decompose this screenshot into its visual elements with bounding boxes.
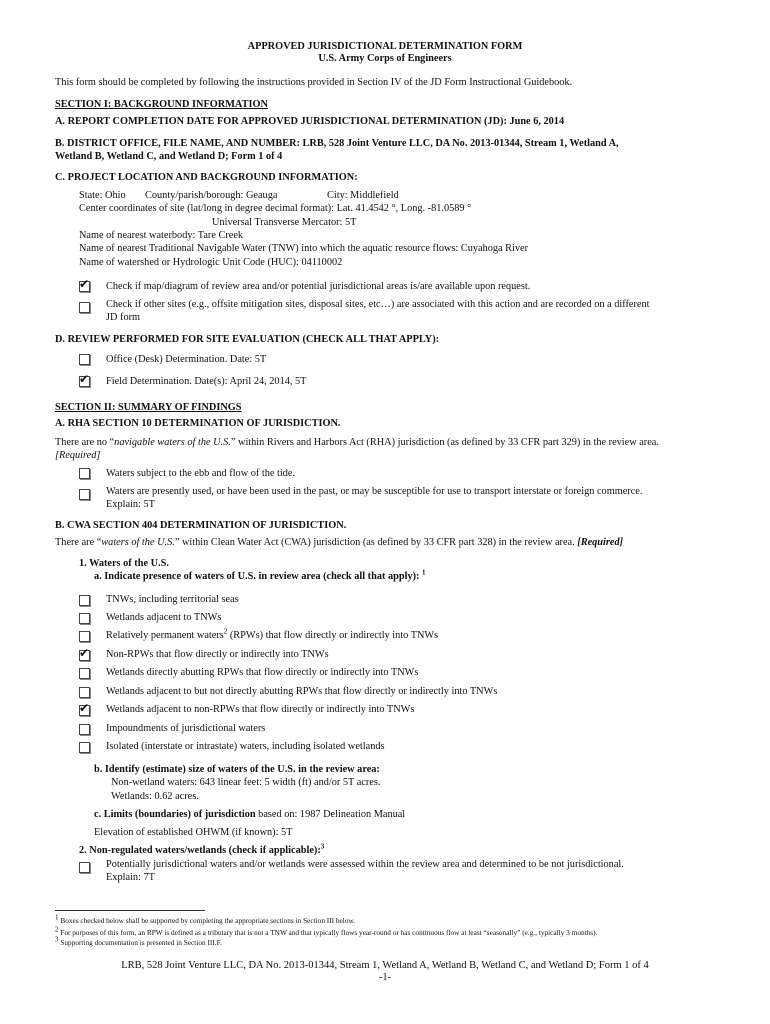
rha-required: [Required] bbox=[55, 450, 101, 461]
cwa-text: There are “waters of the U.S.” within Clean Water Act (CWA) jurisdiction (as defined by 33 CFR part 328) in the review area. [Required] bbox=[55, 537, 624, 548]
nonreg-heading: 2. Non-regulated waters/wetlands (check if applicable):$^3$ bbox=[79, 842, 325, 856]
waters-item-label: Wetlands directly abutting RPWs that flow directly or indirectly into TNWs bbox=[106, 667, 419, 678]
waters-item-label: Relatively permanent waters$^2$ (RPWs) that flow directly or indirectly into TNWs bbox=[106, 627, 439, 641]
nearest-waterbody: Name of nearest waterbody: Tare Creek bbox=[79, 230, 244, 241]
office-determination-checkbox[interactable] bbox=[79, 354, 90, 365]
intro-text: This form should be completed by following the instructions provided in Section IV of the JD Form Instructional Guidebook. bbox=[55, 77, 573, 88]
form-title: APPROVED JURISDICTIONAL DETERMINATION FORM bbox=[247, 41, 523, 52]
form-subtitle: U.S. Army Corps of Engineers bbox=[318, 53, 452, 64]
waters-heading: 1. Waters of the U.S. bbox=[79, 558, 169, 569]
waters-item-checkbox[interactable] bbox=[79, 646, 90, 661]
section2-heading: SECTION II: SUMMARY OF FINDINGS bbox=[55, 402, 242, 413]
office-determination-label: Office (Desk) Determination. Date: 5T bbox=[106, 354, 267, 365]
commerce-checkbox[interactable] bbox=[79, 489, 90, 500]
rha-text: There are no “navigable waters of the U.S.” within Rivers and Harbors Act (RHA) jurisdiction (as defined by 33 CFR part 329) in the review area. bbox=[55, 437, 659, 448]
other-sites-checkbox[interactable] bbox=[79, 302, 90, 313]
other-sites-label-2: JD form bbox=[106, 312, 141, 323]
ebb-flow-checkbox[interactable] bbox=[79, 468, 90, 479]
footnote-rule bbox=[55, 910, 205, 911]
footnote: $^1$ Boxes checked below shall be supported by completing the appropriate sections in Section III below. bbox=[55, 913, 356, 925]
footnote: $^2$ For purposes of this form, an RPW is defined as a tributary that is not a TNW and that typically flows year-round or has continuous flow at least “seasonally” (e.g., typically 3 months). bbox=[55, 925, 598, 937]
section1-c: C. PROJECT LOCATION AND BACKGROUND INFORMATION: bbox=[55, 172, 358, 183]
utm-field: Universal Transverse Mercator: 5T bbox=[212, 217, 357, 228]
ohwm-line: Elevation of established OHWM (if known): 5T bbox=[94, 827, 293, 838]
ebb-flow-label: Waters subject to the ebb and flow of the tide. bbox=[106, 468, 296, 479]
checkmark-icon: ✔ bbox=[79, 701, 90, 715]
wetland-size: Wetlands: 0.62 acres. bbox=[111, 791, 199, 802]
section1-d: D. REVIEW PERFORMED FOR SITE EVALUATION (CHECK ALL THAT APPLY): bbox=[55, 334, 440, 345]
waters-item-label: Wetlands adjacent to TNWs bbox=[106, 612, 222, 623]
waters-item-checkbox[interactable] bbox=[79, 742, 90, 753]
commerce-label-1: Waters are presently used, or have been used in the past, or may be susceptible for use to transport interstate or foreign commerce. bbox=[106, 486, 643, 497]
rha-heading: A. RHA SECTION 10 DETERMINATION OF JURISDICTION. bbox=[55, 418, 341, 429]
nonreg-line-2: Explain: 7T bbox=[106, 872, 155, 883]
city-field: City: Middlefield bbox=[327, 190, 399, 201]
waters-item-checkbox[interactable] bbox=[79, 687, 90, 698]
cwa-heading: B. CWA SECTION 404 DETERMINATION OF JURISDICTION. bbox=[55, 520, 347, 531]
checkmark-icon: ✔ bbox=[79, 277, 90, 291]
commerce-label-2: Explain: 5T bbox=[106, 499, 155, 510]
field-determination-checkbox[interactable] bbox=[79, 372, 90, 387]
waters-item-checkbox[interactable] bbox=[79, 595, 90, 606]
waters-item-checkbox[interactable] bbox=[79, 613, 90, 624]
waters-item-checkbox[interactable] bbox=[79, 701, 90, 716]
huc-field: Name of watershed or Hydrologic Unit Code (HUC): 04110002 bbox=[79, 257, 343, 268]
size-heading: b. Identify (estimate) size of waters of the U.S. in the review area: bbox=[94, 764, 380, 775]
section1-b-line1: B. DISTRICT OFFICE, FILE NAME, AND NUMBER: LRB, 528 Joint Venture LLC, DA No. 2013-01344, Stream 1, Wetland A, bbox=[55, 138, 619, 149]
waters-item-label: Impoundments of jurisdictional waters bbox=[106, 723, 266, 734]
field-determination-label: Field Determination. Date(s): April 24, 2014, 5T bbox=[106, 376, 307, 387]
nonreg-checkbox[interactable] bbox=[79, 862, 90, 873]
nonreg-line-1: Potentially jurisdictional waters and/or wetlands were assessed within the review area and determined to be not jurisdictional. bbox=[106, 859, 624, 870]
coordinates-field: Center coordinates of site (lat/long in degree decimal format): Lat. 41.4542 °, Long. -81.0589 ° bbox=[79, 203, 472, 214]
state-field: State: Ohio bbox=[79, 190, 126, 201]
map-checkbox[interactable] bbox=[79, 277, 90, 292]
nearest-tnw: Name of nearest Traditional Navigable Water (TNW) into which the aquatic resource flows: Cuyahoga River bbox=[79, 243, 529, 254]
checkmark-icon: ✔ bbox=[79, 646, 90, 660]
footnote: $^3$ Supporting documentation is presented in Section III.F. bbox=[55, 935, 222, 947]
waters-item-label: Non-RPWs that flow directly or indirectly into TNWs bbox=[106, 649, 329, 660]
non-wetland-size: Non-wetland waters: 643 linear feet: 5 width (ft) and/or 5T acres. bbox=[111, 777, 381, 788]
waters-item-label: Wetlands adjacent to non-RPWs that flow directly or indirectly into TNWs bbox=[106, 704, 415, 715]
waters-item-label: TNWs, including territorial seas bbox=[106, 594, 239, 605]
waters-item-checkbox[interactable] bbox=[79, 668, 90, 679]
limits-line: c. Limits (boundaries) of jurisdiction based on: 1987 Delineation Manual bbox=[94, 809, 406, 820]
waters-item-label: Wetlands adjacent to but not directly abutting RPWs that flow directly or indirectly into TNWs bbox=[106, 686, 498, 697]
other-sites-label-1: Check if other sites (e.g., offsite mitigation sites, disposal sites, etc…) are associated with this action and are recorded on a different bbox=[106, 299, 650, 310]
section1-heading: SECTION I: BACKGROUND INFORMATION bbox=[55, 99, 268, 110]
waters-item-checkbox[interactable] bbox=[79, 724, 90, 735]
section1-a: A. REPORT COMPLETION DATE FOR APPROVED JURISDICTIONAL DETERMINATION (JD): June 6, 2014 bbox=[55, 116, 565, 127]
waters-a-heading: a. Indicate presence of waters of U.S. in review area (check all that apply): $^1$ bbox=[94, 568, 426, 582]
checkmark-icon: ✔ bbox=[79, 372, 90, 386]
waters-item-label: Isolated (interstate or intrastate) waters, including isolated wetlands bbox=[106, 741, 385, 752]
footer-file: LRB, 528 Joint Venture LLC, DA No. 2013-01344, Stream 1, Wetland A, Wetland B, Wetland C, and Wetland D; Form 1 of 4 bbox=[121, 960, 649, 971]
page-number: -1- bbox=[378, 972, 392, 983]
waters-item-checkbox[interactable] bbox=[79, 631, 90, 642]
map-check-label: Check if map/diagram of review area and/or potential jurisdictional areas is/are available upon request. bbox=[106, 281, 531, 292]
section1-b-line2: Wetland B, Wetland C, and Wetland D; Form 1 of 4 bbox=[55, 151, 283, 162]
county-field: County/parish/borough: Geauga bbox=[145, 190, 278, 201]
